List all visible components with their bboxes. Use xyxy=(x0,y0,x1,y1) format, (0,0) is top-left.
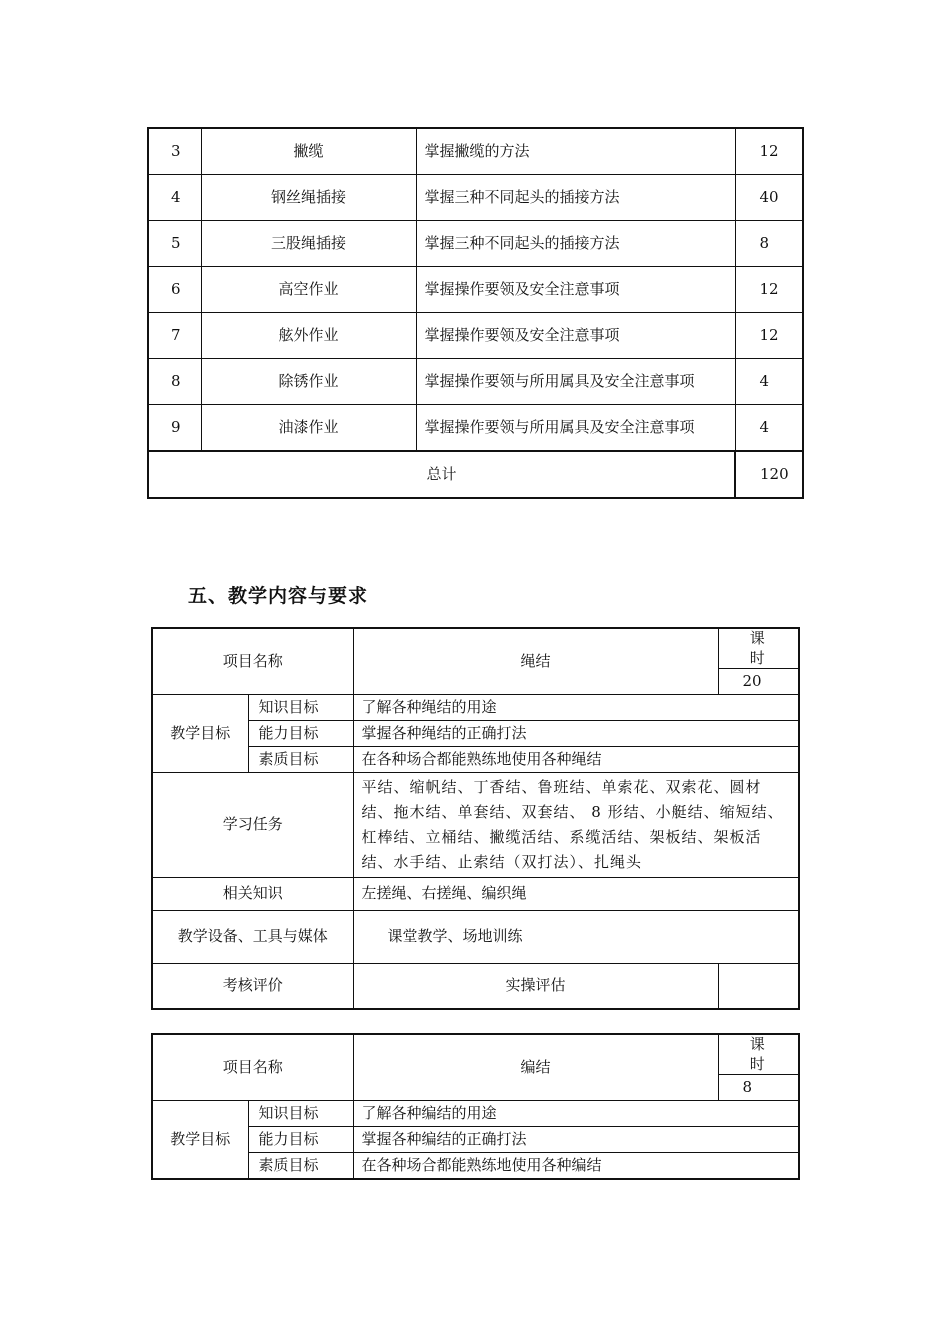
section-heading: 五、教学内容与要求 xyxy=(188,585,369,607)
row-requirement: 掌握操作要领与所用属具及安全注意事项 xyxy=(416,405,735,452)
ability-goal-label: 能力目标 xyxy=(248,1127,353,1153)
ability-goal-value: 掌握各种绳结的正确打法 xyxy=(353,721,799,747)
row-hours: 12 xyxy=(735,128,803,175)
equipment-label: 教学设备、工具与媒体 xyxy=(152,911,353,964)
row-number: 5 xyxy=(148,221,201,267)
teaching-goals-label: 教学目标 xyxy=(152,1101,248,1179)
row-item-name: 高空作业 xyxy=(201,267,416,313)
schedule-row xyxy=(148,221,803,267)
knowledge-goal-value: 了解各种绳结的用途 xyxy=(353,695,799,721)
row-hours: 4 xyxy=(735,359,803,405)
quality-goal-value: 在各种场合都能熟练地使用各种编结 xyxy=(353,1153,799,1179)
schedule-row xyxy=(148,313,803,359)
course-table-braiding xyxy=(151,1033,800,1180)
hours-value: 8 xyxy=(718,1075,799,1101)
schedule-row xyxy=(148,267,803,313)
row-requirement: 掌握操作要领与所用属具及安全注意事项 xyxy=(416,359,735,405)
ability-goal-label: 能力目标 xyxy=(248,721,353,747)
row-requirement: 掌握撇缆的方法 xyxy=(416,128,735,175)
knowledge-goal-label: 知识目标 xyxy=(248,1101,353,1127)
knowledge-goal-value: 了解各种编结的用途 xyxy=(353,1101,799,1127)
row-number: 8 xyxy=(148,359,201,405)
teaching-goals-label: 教学目标 xyxy=(152,695,248,773)
row-item-name: 钢丝绳插接 xyxy=(201,175,416,221)
row-hours: 4 xyxy=(735,405,803,452)
project-name-label: 项目名称 xyxy=(152,628,353,695)
row-item-name: 除锈作业 xyxy=(201,359,416,405)
row-number: 6 xyxy=(148,267,201,313)
schedule-row xyxy=(148,128,803,175)
row-requirement: 掌握三种不同起头的插接方法 xyxy=(416,175,735,221)
row-requirement: 掌握操作要领及安全注意事项 xyxy=(416,313,735,359)
row-requirement: 掌握操作要领及安全注意事项 xyxy=(416,267,735,313)
row-item-name: 三股绳插接 xyxy=(201,221,416,267)
row-hours: 8 xyxy=(735,221,803,267)
assessment-label: 考核评价 xyxy=(152,964,353,1009)
learning-tasks-value: 平结、缩帆结、丁香结、鲁班结、单索花、双索花、圆材结、拖木结、单套结、双套结、 8 形结、小艇结、缩短结、杠棒结、立桶结、撇缆活结、系缆活结、架板结、架板活结、水手结、止索结（双打法）、扎绳头 xyxy=(353,773,799,878)
row-hours: 12 xyxy=(735,267,803,313)
quality-goal-label: 素质目标 xyxy=(248,1153,353,1179)
row-hours: 40 xyxy=(735,175,803,221)
related-knowledge-label: 相关知识 xyxy=(152,878,353,911)
row-requirement: 掌握三种不同起头的插接方法 xyxy=(416,221,735,267)
row-number: 7 xyxy=(148,313,201,359)
learning-tasks-label: 学习任务 xyxy=(152,773,353,878)
hours-label: 课 时 xyxy=(718,1034,799,1075)
schedule-total-row xyxy=(148,451,803,498)
schedule-row xyxy=(148,175,803,221)
total-label: 总计 xyxy=(148,451,735,498)
training-schedule-table xyxy=(147,127,804,499)
row-number: 9 xyxy=(148,405,201,452)
row-item-name: 油漆作业 xyxy=(201,405,416,452)
total-hours: 120 xyxy=(735,451,803,498)
row-number: 3 xyxy=(148,128,201,175)
equipment-value: 课堂教学、场地训练 xyxy=(353,911,799,964)
hours-value: 20 xyxy=(718,669,799,695)
quality-goal-value: 在各种场合都能熟练地使用各种绳结 xyxy=(353,747,799,773)
schedule-row xyxy=(148,359,803,405)
row-item-name: 舷外作业 xyxy=(201,313,416,359)
assessment-value: 实操评估 xyxy=(353,964,718,1009)
related-knowledge-value: 左搓绳、右搓绳、编织绳 xyxy=(353,878,799,911)
project-name-value: 绳结 xyxy=(353,628,718,695)
knowledge-goal-label: 知识目标 xyxy=(248,695,353,721)
row-item-name: 撇缆 xyxy=(201,128,416,175)
row-number: 4 xyxy=(148,175,201,221)
quality-goal-label: 素质目标 xyxy=(248,747,353,773)
project-name-value: 编结 xyxy=(353,1034,718,1101)
hours-label: 课 时 xyxy=(718,628,799,669)
ability-goal-value: 掌握各种编结的正确打法 xyxy=(353,1127,799,1153)
schedule-row xyxy=(148,405,803,452)
row-hours: 12 xyxy=(735,313,803,359)
project-name-label: 项目名称 xyxy=(152,1034,353,1101)
course-table-rope-knots xyxy=(151,627,800,1010)
